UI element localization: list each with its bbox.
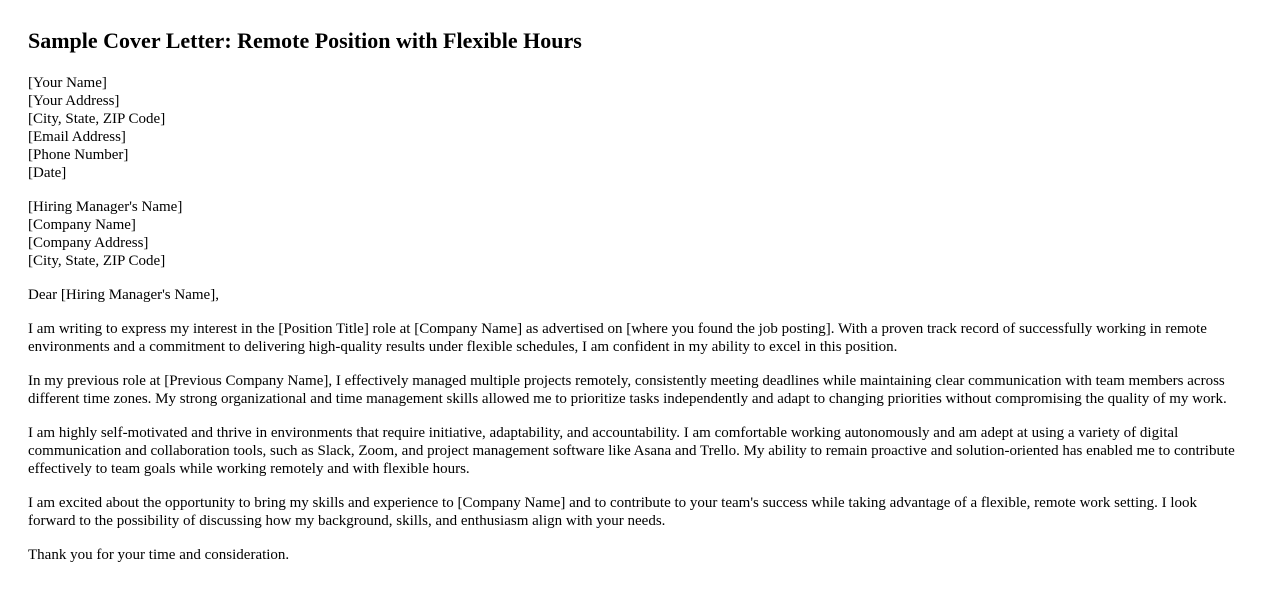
body-paragraph-4: I am excited about the opportunity to bring my skills and experience to [Company Name] and to contribute to your team's success while taking advantage of a flexible, remote work setting. I look forward to the possibility of discussing how my background, skills, and enthusiasm align with your needs. <box>28 495 1198 529</box>
body-paragraph-3: I am highly self-motivated and thrive in environments that require initiative, adaptability, and accountability. I am comfortable working autonomously and am adept at using a variety of digital communication and collaboration tools, such as Slack, Zoom, and project management software like Asana and Trello. My ability to remain proactive and solution-oriented has enabled me to contribute effectively to team goals while working remotely and with flexible hours. <box>28 425 1235 477</box>
letter-date: [Date] <box>28 165 67 181</box>
salutation: Dear [Hiring Manager's Name], <box>28 287 219 303</box>
sender-phone: [Phone Number] <box>28 147 129 163</box>
document-title: Sample Cover Letter: Remote Position with Flexible Hours <box>28 28 582 53</box>
sender-email: [Email Address] <box>28 129 126 145</box>
recipient-city-state-zip: [City, State, ZIP Code] <box>28 253 166 269</box>
recipient-name: [Hiring Manager's Name] <box>28 199 183 215</box>
closing-line: Thank you for your time and consideration. <box>28 547 290 563</box>
body-paragraph-2: In my previous role at [Previous Company Name], I effectively managed multiple projects remotely, consistently meeting deadlines while maintaining clear communication with team members across different time zones. My strong organizational and time management skills allowed me to prioritize tasks independently and adapt to changing priorities without compromising the quality of my work. <box>28 373 1227 407</box>
recipient-company: [Company Name] <box>28 217 136 233</box>
sender-address: [Your Address] <box>28 93 120 109</box>
body-paragraph-1: I am writing to express my interest in the [Position Title] role at [Company Name] as advertised on [where you found the job posting]. With a proven track record of successfully working in remote environments and a commitment to delivering high-quality results under flexible schedules, I am confident in my ability to excel in this position. <box>28 321 1207 355</box>
recipient-address: [Company Address] <box>28 235 149 251</box>
recipient-address-block <box>28 198 1250 270</box>
sender-city-state-zip: [City, State, ZIP Code] <box>28 111 166 127</box>
sender-address-block <box>28 74 1250 182</box>
sender-name: [Your Name] <box>28 75 107 91</box>
